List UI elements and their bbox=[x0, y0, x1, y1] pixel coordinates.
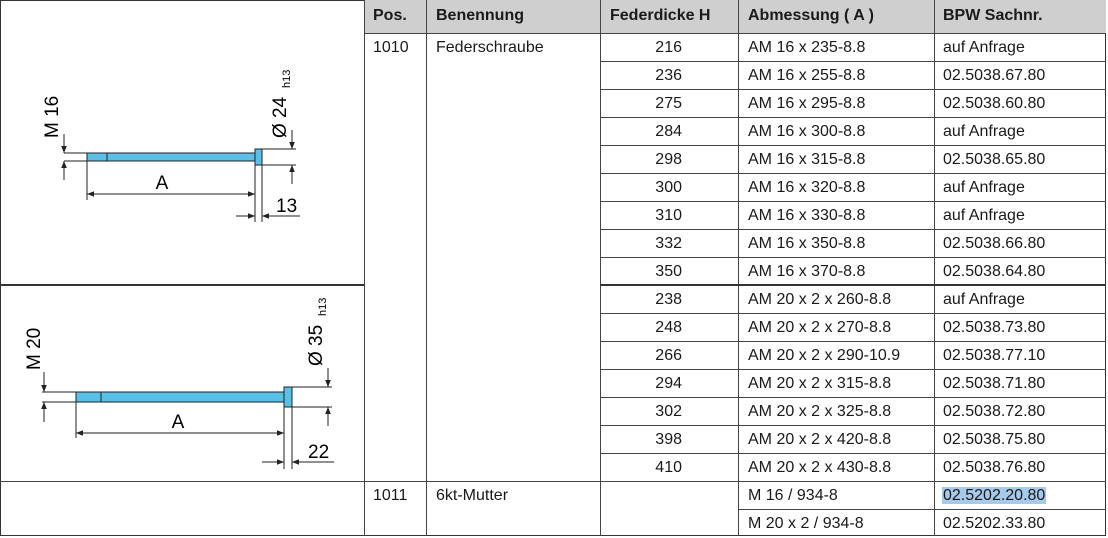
bolt-shaft bbox=[76, 392, 284, 402]
federdicke-cell: 238 bbox=[655, 291, 682, 308]
sachnr-cell[interactable]: 02.5038.64.80 bbox=[943, 263, 1046, 280]
dim-diameter: Ø 35 bbox=[306, 324, 327, 366]
dim-head: 13 bbox=[276, 196, 298, 217]
federdicke-cell: 266 bbox=[655, 347, 682, 364]
federdicke-cell: 398 bbox=[655, 431, 682, 448]
sachnr-cell[interactable]: auf Anfrage bbox=[943, 291, 1025, 308]
federdicke-cell: 310 bbox=[655, 207, 682, 224]
federdicke-cell: 216 bbox=[655, 39, 682, 56]
abmessung-cell: M 16 / 934-8 bbox=[748, 487, 838, 504]
benennung-federschraube: Federschraube bbox=[436, 39, 544, 56]
federdicke-cell: 302 bbox=[655, 403, 682, 420]
abmessung-cell: AM 20 x 2 x 270-8.8 bbox=[748, 319, 892, 336]
sachnr-cell[interactable]: 02.5038.67.80 bbox=[943, 67, 1046, 84]
federdicke-cell: 236 bbox=[655, 67, 682, 84]
thread-end bbox=[87, 153, 107, 161]
abmessung-cell: AM 16 x 255-8.8 bbox=[748, 67, 866, 84]
abmessung-cell: AM 16 x 370-8.8 bbox=[748, 263, 866, 280]
dim-thread: M 16 bbox=[42, 95, 63, 138]
federdicke-cell: 284 bbox=[655, 123, 682, 140]
bolt-head bbox=[284, 387, 292, 407]
col-line bbox=[426, 0, 427, 536]
benennung-mutter: 6kt-Mutter bbox=[436, 487, 509, 504]
abmessung-cell: AM 16 x 300-8.8 bbox=[748, 123, 866, 140]
abmessung-cell: AM 20 x 2 x 315-8.8 bbox=[748, 375, 892, 392]
federdicke-cell: 350 bbox=[655, 263, 682, 280]
abmessung-cell: AM 20 x 2 x 290-10.9 bbox=[748, 347, 901, 364]
pos-1011: 1011 bbox=[373, 487, 408, 504]
sachnr-cell[interactable]: auf Anfrage bbox=[943, 123, 1025, 140]
group-separator bbox=[0, 481, 1106, 482]
sachnr-cell[interactable]: 02.5038.71.80 bbox=[943, 375, 1046, 392]
header-benennung: Benennung bbox=[436, 7, 524, 24]
sachnr-cell[interactable]: 02.5038.65.80 bbox=[943, 151, 1046, 168]
federdicke-cell: 332 bbox=[655, 235, 682, 252]
bolt-head bbox=[255, 149, 262, 165]
dim-diameter: Ø 24 bbox=[270, 96, 291, 138]
sachnr-cell[interactable]: 02.5038.60.80 bbox=[943, 95, 1046, 112]
abmessung-cell: AM 16 x 295-8.8 bbox=[748, 95, 866, 112]
bolt-drawing-m16 bbox=[0, 34, 364, 284]
sachnr-cell[interactable]: 02.5038.75.80 bbox=[943, 431, 1046, 448]
col-line bbox=[364, 0, 365, 536]
pos-1010: 1010 bbox=[373, 39, 409, 56]
federdicke-cell: 275 bbox=[655, 95, 682, 112]
abmessung-cell: AM 20 x 2 x 430-8.8 bbox=[748, 459, 892, 476]
header-sachnr: BPW Sachnr. bbox=[943, 7, 1043, 24]
abmessung-cell: AM 16 x 330-8.8 bbox=[748, 207, 866, 224]
abmessung-cell: AM 20 x 2 x 325-8.8 bbox=[748, 403, 892, 420]
sachnr-cell[interactable]: 02.5038.77.10 bbox=[943, 347, 1046, 364]
header-federdicke: Federdicke H bbox=[610, 7, 711, 24]
federdicke-cell: 248 bbox=[655, 319, 682, 336]
sachnr-cell[interactable]: 02.5038.76.80 bbox=[943, 459, 1046, 476]
dim-a: A bbox=[171, 412, 185, 433]
bolt-drawing-m20 bbox=[0, 286, 364, 481]
sachnr-cell[interactable]: 02.5038.66.80 bbox=[943, 235, 1046, 252]
sachnr-cell[interactable]: 02.5038.72.80 bbox=[943, 403, 1046, 420]
federdicke-cell: 300 bbox=[655, 179, 682, 196]
thread-end bbox=[76, 392, 101, 402]
abmessung-cell: AM 20 x 2 x 260-8.8 bbox=[748, 291, 892, 308]
federdicke-cell: 298 bbox=[655, 151, 682, 168]
abmessung-cell: AM 16 x 320-8.8 bbox=[748, 179, 866, 196]
bolt-shaft bbox=[87, 153, 255, 161]
dim-a: A bbox=[155, 173, 169, 194]
abmessung-cell: AM 20 x 2 x 420-8.8 bbox=[748, 431, 892, 448]
sachnr-cell[interactable]: auf Anfrage bbox=[943, 179, 1025, 196]
sachnr-cell[interactable] bbox=[942, 482, 1046, 510]
sachnr-cell[interactable]: auf Anfrage bbox=[943, 207, 1025, 224]
dim-tolerance: h13 bbox=[317, 297, 329, 316]
col-line bbox=[934, 0, 935, 536]
sachnr-cell[interactable]: 02.5038.73.80 bbox=[943, 319, 1046, 336]
header-abmessung: Abmessung ( A ) bbox=[748, 7, 874, 24]
selected-text[interactable]: 02.5202.20.80 bbox=[943, 487, 1046, 504]
header-pos: Pos. bbox=[373, 7, 407, 24]
dim-thread: M 20 bbox=[24, 327, 45, 370]
federdicke-cell: 294 bbox=[655, 375, 682, 392]
sachnr-cell[interactable]: auf Anfrage bbox=[943, 39, 1025, 56]
abmessung-cell: M 20 x 2 / 934-8 bbox=[748, 515, 864, 532]
dim-tolerance: h13 bbox=[281, 69, 293, 88]
federdicke-cell: 410 bbox=[655, 459, 682, 476]
abmessung-cell: AM 16 x 350-8.8 bbox=[748, 235, 866, 252]
abmessung-cell: AM 16 x 235-8.8 bbox=[748, 39, 866, 56]
abmessung-cell: AM 16 x 315-8.8 bbox=[748, 151, 866, 168]
sachnr-cell[interactable]: 02.5202.33.80 bbox=[943, 515, 1046, 532]
col-line bbox=[738, 0, 739, 536]
dim-head: 22 bbox=[308, 442, 330, 463]
